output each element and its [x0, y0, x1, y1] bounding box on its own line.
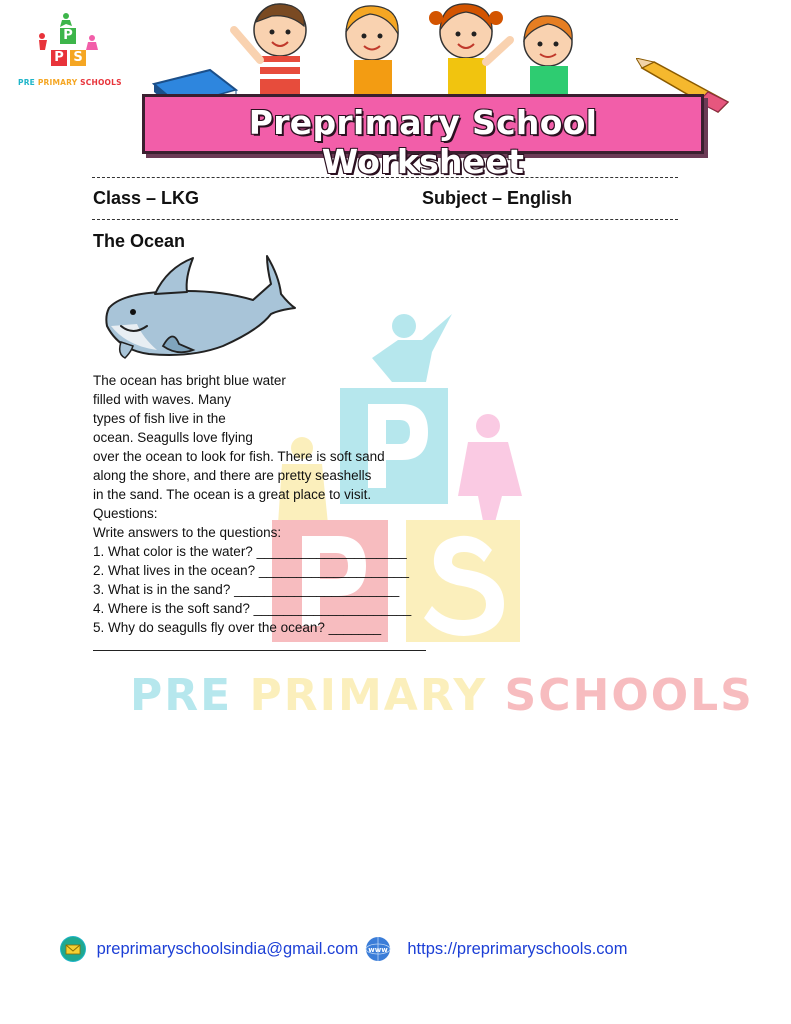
questions-instruction: Write answers to the questions:: [93, 525, 282, 540]
banner-title: Preprimary School Worksheet: [248, 103, 598, 181]
banner: [142, 94, 704, 181]
story-line: over the ocean to look for fish. There is soft sand: [93, 449, 385, 464]
logo-mark: [14, 10, 134, 78]
story-line: along the shore, and there are pretty seashells: [93, 468, 372, 483]
watermark-text-schools: SCHOOLS: [504, 670, 754, 721]
logo-text-primary: PRIMARY: [37, 78, 81, 87]
top-divider: [92, 177, 678, 178]
logo-tile-top: P: [60, 28, 76, 44]
subject-label: Subject – English: [422, 188, 573, 208]
lesson-title: The Ocean: [93, 231, 186, 251]
shark-illustration: [103, 254, 299, 366]
cartoon-kids-illustration: [220, 0, 600, 100]
answer-line: [93, 650, 426, 651]
watermark-text-pre: PRE: [130, 670, 250, 721]
lesson-body: [93, 371, 453, 637]
story-line: filled with waves. Many: [93, 392, 232, 407]
question-3: 3. What is in the sand? ______________________: [93, 582, 400, 597]
logo-text: [18, 78, 122, 87]
globe-icon-label: www: [368, 946, 388, 954]
questions-heading: Questions:: [93, 506, 158, 521]
email-icon: [60, 936, 86, 962]
watermark-text-primary: PRIMARY: [249, 670, 505, 721]
logo-text-pre: PRE: [18, 78, 38, 87]
class-label: Class – LKG: [93, 188, 200, 208]
story-line: types of fish live in the: [93, 411, 226, 426]
school-logo: [14, 10, 134, 90]
logo-text-schools: SCHOOLS: [80, 78, 122, 87]
question-2: 2. What lives in the ocean? ____________________: [93, 563, 410, 578]
story-line: in the sand. The ocean is a great place to visit.: [93, 487, 372, 502]
footer: [60, 936, 627, 964]
question-4: 4. Where is the soft sand? _____________________: [93, 601, 412, 616]
website-link[interactable]: https://preprimaryschools.com: [407, 939, 628, 958]
watermark-text: [130, 670, 754, 721]
globe-icon: [365, 936, 391, 962]
header-divider: [92, 219, 678, 220]
question-5: 5. Why do seagulls fly over the ocean? _______: [93, 620, 382, 635]
email-link[interactable]: preprimaryschoolsindia@gmail.com: [96, 939, 359, 958]
logo-tile-right: S: [70, 50, 86, 66]
logo-tile-left: P: [51, 50, 67, 66]
question-1: 1. What color is the water? ____________________: [93, 544, 407, 559]
story-line: ocean. Seagulls love flying: [93, 430, 253, 445]
story-line: The ocean has bright blue water: [93, 373, 286, 388]
